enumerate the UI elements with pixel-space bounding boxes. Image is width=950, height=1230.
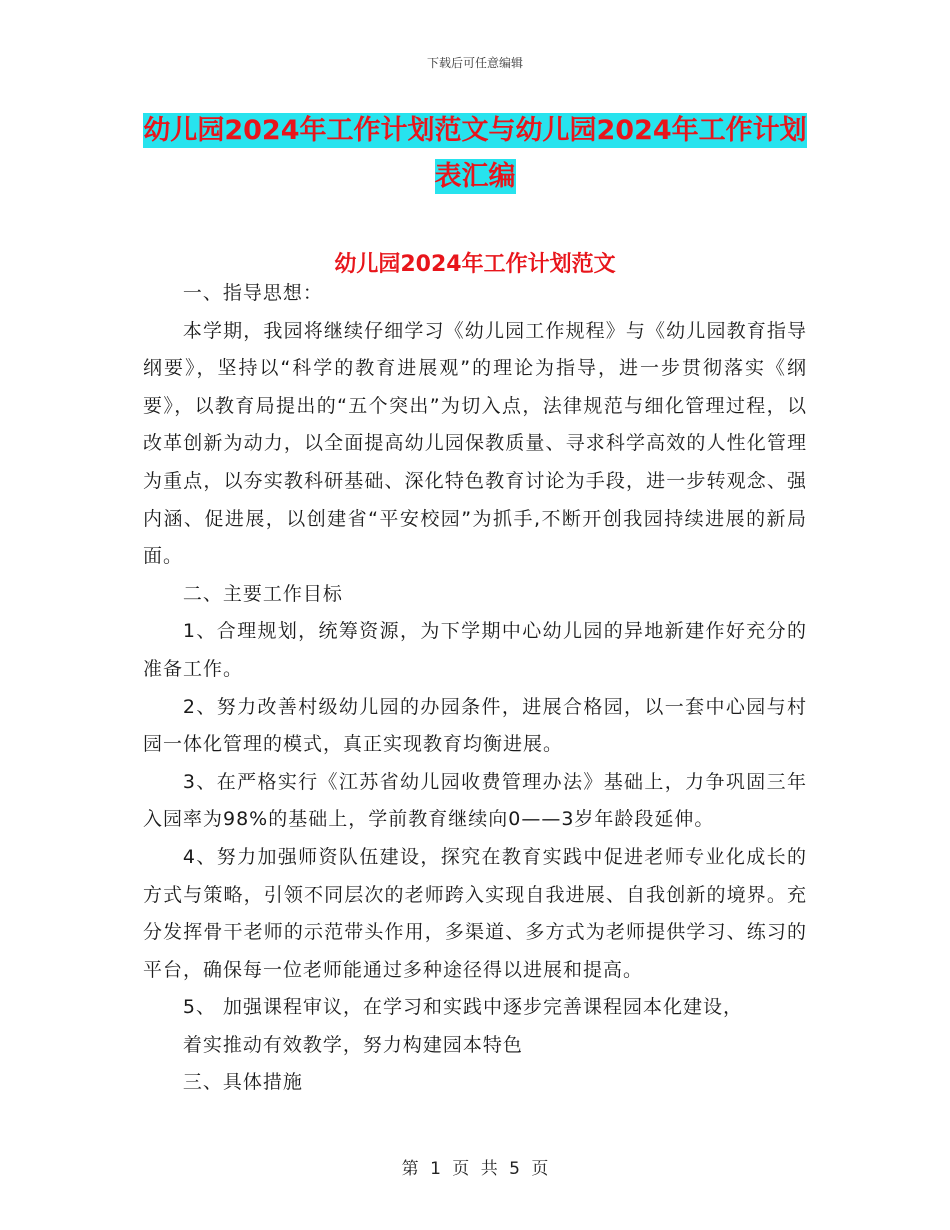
header-note: 下载后可任意编辑: [426, 56, 523, 70]
heading-guiding-thought: 一、指导思想：: [182, 282, 323, 304]
goal-item-5: 5、 加强课程审议，在学习和实践中逐步完善课程园本化建设，: [182, 996, 744, 1019]
document-title-text: 幼儿园2024年工作计划范文与幼儿园2024年工作计划表汇编: [143, 115, 807, 192]
goal-item-5-continued: 着实推动有效教学，努力构建园本特色: [182, 1033, 523, 1056]
document-title: [143, 108, 807, 200]
goal-item-3: 3、在严格实行《江苏省幼儿园收费管理办法》基础上，力争巩固三年入园率为98%的基础上，学前教育继续向0——3岁年龄段延伸。: [143, 770, 807, 831]
goal-item-1: 1、合理规划，统筹资源，为下学期中心幼儿园的异地新建作好充分的准备工作。: [143, 620, 807, 680]
goal-item-4: 4、努力加强师资队伍建设，探究在教育实践中促进老师专业化成长的方式与策略，引领不同层次的老师跨入实现自我进展、自我创新的境界。充分发挥骨干老师的示范带头作用，多渠道、多方式为老师提供学习、练习的平台，确保每一位老师能通过多种途径得以进展和提高。: [143, 845, 807, 981]
goal-item-2: 2、努力改善村级幼儿园的办园条件，进展合格园，以一套中心园与村园一体化管理的模式，真正实现教育均衡进展。: [143, 695, 807, 756]
heading-specific-measures: 三、具体措施: [182, 1071, 303, 1094]
paragraph-guiding-thought: 本学期，我园将继续仔细学习《幼儿园工作规程》与《幼儿园教育指导纲要》，坚持以“科学的教育进展观”的理论为指导，进一步贯彻落实《纲要》，以教育局提出的“五个突出”为切入点，法律规范与细化管理过程，以改革创新为动力，以全面提高幼儿园保教质量、寻求科学高效的人性化管理为重点，以夯实教科研基础、深化特色教育讨论为手段，进一步转观念、强内涵、促进展，以创建省“平安校园”为抓手,不断开创我园持续进展的新局面。: [143, 319, 807, 568]
section-title: 幼儿园2024年工作计划范文: [334, 252, 616, 277]
document-body: [143, 275, 807, 1102]
heading-main-goals: 二、主要工作目标: [182, 582, 343, 605]
page-number: 第 1 页 共 5 页: [401, 1159, 549, 1179]
